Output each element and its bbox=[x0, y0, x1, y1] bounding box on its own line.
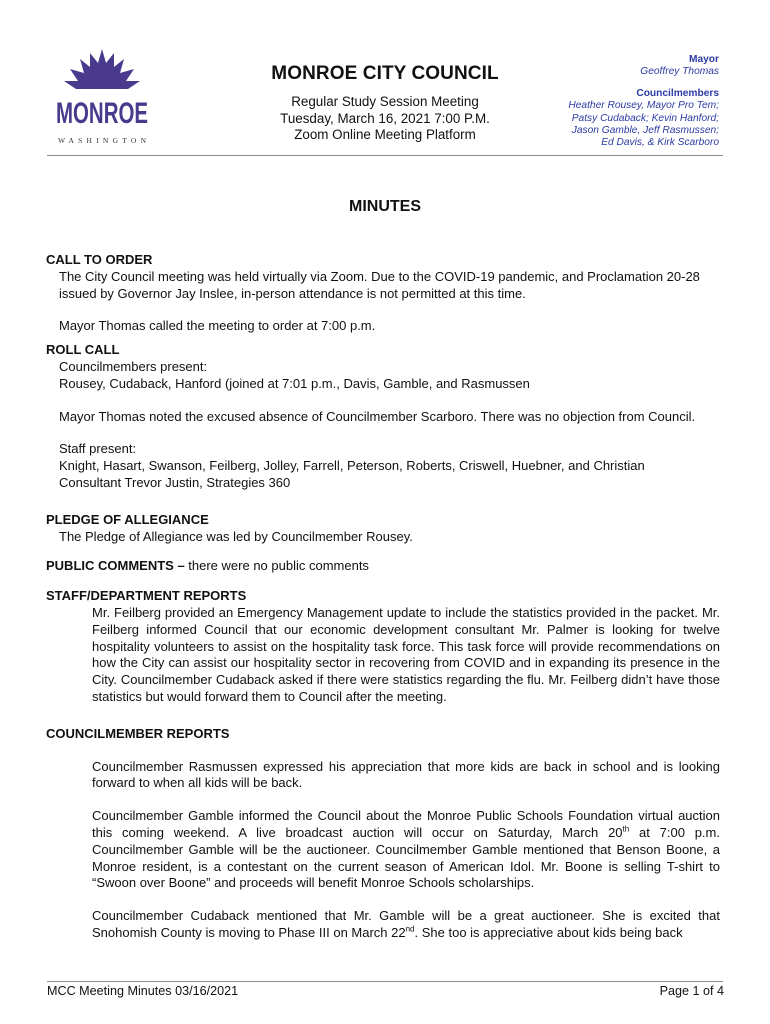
gamble-report-part: Councilmember Gamble informed the Council about the Monroe Public Schools Foundation virtual auction this coming weekend. A live broadcast auction will occur on Saturday, March 20 bbox=[92, 808, 720, 840]
public-comments-text: there were no public comments bbox=[184, 558, 369, 574]
councilmembers-line: Patsy Cudaback; Kevin Hanford; bbox=[571, 112, 719, 124]
councilmembers-label: Councilmembers bbox=[636, 87, 719, 99]
ordinal-suffix: th bbox=[622, 824, 630, 834]
councilmembers-line: Heather Rousey, Mayor Pro Tem; bbox=[568, 100, 719, 112]
pledge-heading: PLEDGE OF ALLEGIANCE bbox=[46, 511, 209, 527]
logo-state: WASHINGTON bbox=[58, 136, 146, 145]
staff-present-label: Staff present: bbox=[59, 441, 137, 457]
logo-wordmark: MONROE bbox=[56, 97, 148, 130]
footer-document-name: MCC Meeting Minutes 03/16/2021 bbox=[47, 984, 239, 998]
minutes-body bbox=[46, 252, 726, 942]
gamble-report bbox=[46, 808, 720, 892]
staff-reports-text: Mr. Feilberg provided an Emergency Management update to include the statistics provided in the packet. Mr. Feilberg informed Council that our economic development consultant Mr. Palmer is looking for twelve hospitality volunteers to assist on the hospitality task force. This task force will provide recommendations on how the City can assist our hospitality sector in recovering from COVID and in expanding its presence in the City. Councilmember Cudaback asked if there were statistics regarding the flu. Mr. Feilberg didn’t have those statistics but would forward them to Council after the meeting. bbox=[92, 604, 720, 704]
footer-page-number: Page 1 of 4 bbox=[659, 984, 724, 998]
call-to-order-text: The City Council meeting was held virtually via Zoom. Due to the COVID-19 pandemic, and Proclamation 20-28 issued by Governor Jay Inslee, in-person attendance is not permitted at this time. bbox=[59, 268, 700, 301]
cudaback-report-part: Councilmember Cudaback mentioned that Mr. Gamble will be a great auctioneer. She is excited that Snohomish County is moving to Phase III on March 22 bbox=[92, 908, 720, 940]
meeting-platform: Zoom Online Meeting Platform bbox=[294, 127, 476, 142]
monroe-logo bbox=[54, 47, 150, 147]
header-divider bbox=[47, 155, 723, 156]
cudaback-report bbox=[46, 908, 720, 942]
meeting-type: Regular Study Session Meeting bbox=[291, 94, 479, 109]
staff-present-names: Knight, Hasart, Swanson, Feilberg, Jolley, Farrell, Peterson, Roberts, Criswell, Huebner, and Christian bbox=[59, 458, 645, 474]
logo-sunburst bbox=[64, 49, 140, 89]
councilmembers-line: Jason Gamble, Jeff Rasmussen; bbox=[571, 125, 719, 137]
councilmember-reports-heading: COUNCILMEMBER REPORTS bbox=[46, 725, 230, 741]
monroe-logo-graphic bbox=[54, 47, 150, 147]
footer-divider bbox=[47, 981, 723, 982]
pledge-text: The Pledge of Allegiance was led by Councilmember Rousey. bbox=[59, 528, 413, 544]
rasmussen-report: Councilmember Rasmussen expressed his appreciation that more kids are back in school and is looking forward to when all kids will be back. bbox=[92, 758, 720, 791]
meeting-date: Tuesday, March 16, 2021 7:00 P.M. bbox=[280, 110, 490, 126]
call-to-order-heading: CALL TO ORDER bbox=[46, 252, 153, 267]
cudaback-report-part: . She too is appreciative about kids being back bbox=[414, 924, 683, 940]
roll-call-heading: ROLL CALL bbox=[46, 342, 120, 358]
public-comments-heading: PUBLIC COMMENTS – bbox=[46, 558, 185, 574]
council-title-block bbox=[248, 63, 522, 144]
public-comments bbox=[46, 558, 726, 575]
mayor-label: Mayor bbox=[688, 54, 719, 65]
roll-call-absence: Mayor Thomas noted the excused absence of Councilmember Scarboro. There was no objection from Council. bbox=[59, 408, 696, 424]
staff-reports-heading: STAFF/DEPARTMENT REPORTS bbox=[46, 588, 247, 604]
ordinal-suffix: nd bbox=[405, 924, 415, 934]
council-title: MONROE CITY COUNCIL bbox=[271, 63, 499, 84]
document-title: MINUTES bbox=[349, 198, 421, 215]
mayor-name: Geoffrey Thomas bbox=[640, 66, 719, 78]
staff-consultant: Consultant Trevor Justin, Strategies 360 bbox=[59, 474, 291, 490]
roll-call-present-label: Councilmembers present: bbox=[59, 358, 208, 374]
gamble-report-part: at 7:00 p.m. Councilmember Gamble will be the auctioneer. Councilmember Gamble mentioned that Benson Boone, a Monroe resident, is a contestant on the current season of American Idol. Mr. Boone is selling T-shirt to “Swoon over Boone” and proceeds will benefit Monroe Schools scholarships. bbox=[92, 824, 720, 891]
councilmembers-line: Ed Davis, & Kirk Scarboro bbox=[601, 137, 719, 149]
roll-call-present-names: Rousey, Cudaback, Hanford (joined at 7:01 p.m., Davis, Gamble, and Rasmussen bbox=[59, 375, 530, 391]
call-to-order-time: Mayor Thomas called the meeting to order at 7:00 p.m. bbox=[59, 318, 376, 334]
officials-list bbox=[509, 54, 719, 150]
